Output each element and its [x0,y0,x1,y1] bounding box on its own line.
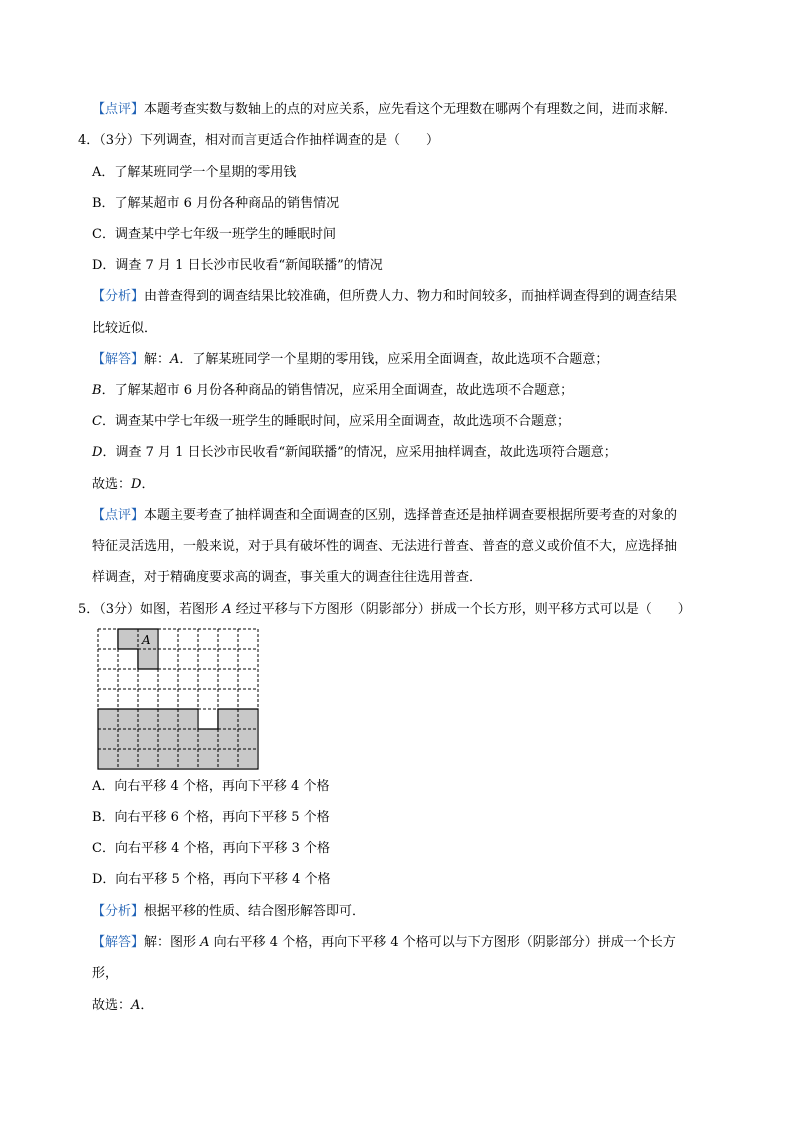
choose-letter: A [131,998,141,1013]
q5-option-a: A．向右平移 4 个格，再向下平移 4 个格 [92,779,330,794]
q5-answer-cont: 形， [92,966,119,981]
answer-letter: A [200,935,210,950]
stem-letter: A [222,602,232,617]
answer-tag: 【解答】 [92,352,145,367]
choose-post: ． [141,477,155,492]
answer-tag: 【解答】 [92,935,145,950]
q4-option-a: A．了解某班同学一个星期的零用钱 [92,165,297,180]
answer-letter: B [92,383,102,398]
q4-comment-cont-2: 样调查，对于精确度要求高的调查，事关重大的调查往往选用普查． [92,570,483,585]
q4-stem: 4．（3分）下列调查，相对而言更适合作抽样调查的是（ ） [78,133,440,148]
comment-tag: 【点评】 [92,508,145,523]
q4-answer-line-3 [92,413,570,431]
comment-text-1: 本题主要考查了抽样调查和全面调查的区别，选择普查还是抽样调查要根据所要考查的对象的 [144,508,678,523]
answer-post: 向右平移 4 个格，再向下平移 4 个格可以与下方图形（阴影部分）拼成一个长方 [209,935,676,950]
translation-grid-figure [97,628,259,770]
comment-text: 本题考查实数与数轴上的点的对应关系，应先看这个无理数在哪两个有理数之间，进而求解． [144,102,678,117]
q5-option-c: C．向右平移 4 个格，再向下平移 3 个格 [92,841,331,856]
answer-rest: ．调查某中学七年级一班学生的睡眠时间，应采用全面调查，故此选项不合题意； [101,414,570,429]
choose-pre: 故选： [92,998,132,1013]
answer-rest: ．了解某班同学一个星期的零用钱，应采用全面调查，故此选项不合题意； [179,352,609,367]
analysis-tag: 【分析】 [92,904,145,919]
analysis-text: 根据平移的性质、结合图形解答即可． [144,904,366,919]
q4-comment-cont-1: 特征灵活选用，一般来说，对于具有破坏性的调查、无法进行普查、普查的意义或价值不大，应选择抽 [92,539,678,554]
q4-comment [92,507,677,525]
answer-pre: 解： [144,352,171,367]
answer-rest: ．了解某超市 6 月份各种商品的销售情况，应采用全面调查，故此选项不合题意； [101,383,574,398]
shape-a-label: A [142,633,151,647]
analysis-tag: 【分析】 [92,289,145,304]
answer-rest: ．调查 7 月 1 日长沙市民收看“新闻联播”的情况，应采用抽样调查，故此选项符合题意； [102,445,617,460]
stem-post: 经过平移与下方图形（阴影部分）拼成一个长方形，则平移方式可以是（ ） [231,602,691,617]
q4-analysis [92,288,677,306]
q4-answer-line-1 [92,351,608,369]
answer-pre: 解：图形 [144,935,201,950]
answer-letter: D [92,445,103,460]
choose-post: ． [140,998,154,1013]
choose-letter: D [131,477,142,492]
answer-letter: C [92,414,102,429]
q4-option-c: C．调查某中学七年级一班学生的睡眠时间 [92,227,336,242]
q4-choose [92,476,154,494]
q5-stem [78,601,691,619]
q4-answer-line-4 [92,444,617,462]
q3-comment [92,101,677,119]
q4-answer-line-2 [92,382,573,400]
analysis-text-1: 由普查得到的调查结果比较准确，但所费人力、物力和时间较多，而抽样调查得到的调查结果 [144,289,678,304]
q4-option-b: B．了解某超市 6 月份各种商品的销售情况 [92,196,340,211]
stem-pre: 5．（3分）如图，若图形 [78,602,223,617]
q4-option-d: D．调查 7 月 1 日长沙市民收看“新闻联播”的情况 [92,258,383,273]
q5-option-d: D．向右平移 5 个格，再向下平移 4 个格 [92,872,331,887]
choose-pre: 故选： [92,477,132,492]
answer-letter: A [170,352,180,367]
q4-analysis-cont: 比较近似． [92,321,158,336]
q5-answer [92,934,676,952]
q5-choose [92,997,153,1015]
q5-analysis [92,903,365,921]
comment-tag: 【点评】 [92,102,145,117]
q5-option-b: B．向右平移 6 个格，再向下平移 5 个格 [92,810,330,825]
